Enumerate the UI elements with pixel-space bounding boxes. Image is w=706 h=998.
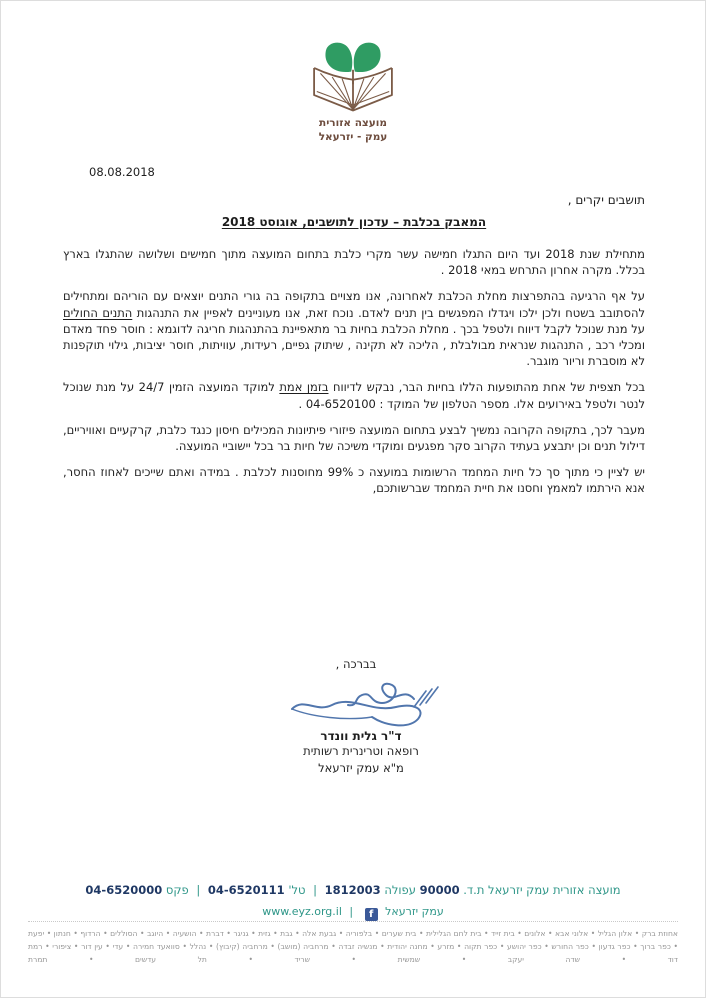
- leaf-icon: [325, 43, 380, 72]
- logo-caption: [1, 117, 705, 144]
- footer-contact-line: [1, 883, 705, 897]
- signer-role: רופאה וטרינרית רשותית: [303, 744, 419, 758]
- signature-block: [171, 657, 551, 776]
- footer-separator: |: [349, 905, 354, 918]
- footer-tel-number: 04-6520111: [207, 883, 285, 897]
- paragraph-3-underlined: בזמן אמת: [279, 380, 329, 395]
- footer-web-line: [1, 905, 705, 921]
- salutation: תושבים יקרים ,: [567, 193, 645, 207]
- settlements-list: אחוזת ברק • אלון הגליל • אלוני אבא • אלונים • בית זייד • בית לחם הגלילית • בית שערים • בלפוריה • גבעת אלה • גבת • גזית • גניגר • דברת • הושעיה • היוגב • הסוללים • הרדוף • חנתון • יפעת • כפר ברוך • כפר גדעון • כפר החורש • כפר יהושע • כפר תקוה • מזרע • מחנה יהודית • מנשיה זבדה • מרחביה (מושב) • מרחביה (קיבוץ) • נהלל • סוואעד חמירה • עדי • עין דור • ציפורי • רמת דוד • שדה יעקב • שמשית • שריד • תל עדשים • תמרת: [28, 929, 678, 964]
- website-url: www.eyz.org.il: [262, 905, 342, 918]
- footer-zip: 1812003: [324, 883, 381, 897]
- footer-org-address: מועצה אזורית עמק יזרעאל ת.ד.: [463, 883, 621, 897]
- footer-tel-label: טל': [288, 883, 306, 897]
- closing: בברכה ,: [335, 657, 377, 671]
- footer-city: עפולה: [384, 883, 416, 897]
- signature-icon: [276, 673, 446, 735]
- footer-fax-number: 04-6520000: [85, 883, 163, 897]
- footer-fax-label: פקס: [165, 883, 189, 897]
- paragraph-2-underlined: התנים החולים: [63, 305, 133, 320]
- letter-date: 08.08.2018: [89, 165, 155, 179]
- footer-separator: |: [313, 883, 318, 897]
- footer-pobox: 90000: [419, 883, 460, 897]
- logo-caption-line2: עמק - יזרעאל: [318, 130, 388, 143]
- paragraph-5: יש לציין כי מתוך סך כל חיות המחמד הרשומות במועצה כ 99% מחוסנות לכלבת . במידה ואתם שייכים לאחוז החסר, אנא הירתמו למאמץ וחסנו את חיית המחמד שברשותכם,: [63, 465, 645, 496]
- signer-org: מ"א עמק יזרעאל: [318, 760, 404, 775]
- paragraph-4: מעבר לכך, בתקופה הקרובה נמשיך לבצע בתחום המועצה פיזורי פיתיונות המכילים חיסון כנגד כלבת, קרקעיים ואוויריים, דילול תנים וכן יתבצע בעתיד הקרוב סקר מפגעים ומוקדי משיכה של חיות בר בכל יישוביי המועצה.: [63, 422, 645, 454]
- letter-title: [63, 215, 645, 229]
- paragraph-2: [63, 288, 645, 369]
- facebook-page-name: עמק יזרעאל: [385, 905, 444, 918]
- council-logo-icon: [307, 39, 399, 115]
- paragraph-1: מתחילת שנת 2018 ועד היום התגלו חמישה עשר מקרי כלבת בתחום המועצה מתוך חמישים ושלושה שהתגלו בארץ בכלל. מקרה אחרון התרחש במאי 2018 .: [63, 247, 645, 278]
- logo-caption-line1: מועצה אזורית: [319, 117, 387, 129]
- paragraph-2-post: על מנת שנוכל לקבל דיווח ולטפל בכך . מחלת הכלבת בחיות בר מתאפיינת בהתנהגות חריגה לדוגמא : חוסר פחד מאדם ומכלי רכב , התנהגות שנראית מבולבלת , הליכה לא תקינה , שיתוק גפיים, רעידות, עוויתות, חוסר יציבות, גילוי תוקפנות לא מוסברת וריור מוגבר.: [63, 321, 645, 369]
- signer-name: ד"ר גלית וונדר: [320, 729, 402, 743]
- paragraph-3-pre: בכל תצפית של אחת מהתופעות הללו בחיות הבר, נבקש לדיווח: [328, 380, 645, 395]
- footer-separator: |: [196, 883, 201, 897]
- dotted-divider: [28, 921, 678, 922]
- paragraph-3: [63, 379, 645, 411]
- council-logo: [1, 39, 705, 144]
- letter-title-text: המאבק בכלבת – עדכון לתושבים, אוגוסט 2018: [221, 215, 487, 229]
- paragraph-3-post: למוקד המועצה הזמין 24/7 על מנת שנוכל לנטר ולטפל באירועים אלו. מספר הטלפון של המוקד : 04-6520100 .: [63, 380, 645, 411]
- letter-body: [63, 165, 645, 507]
- paragraph-2-pre: על אף הרגיעה בהתפרצות מחלת הכלבת לאחרונה, אנו מצויים בתקופה בה גורי התנים יוצאים עם הוריהם ומתחילים להסתובב בשטח ולכן ילכו ויגדלו המפגשים בין תנים לאדם. נוכח זאת, אנו מעוניינים לאפיין את התנהגות: [63, 289, 646, 320]
- facebook-icon: f: [365, 908, 378, 921]
